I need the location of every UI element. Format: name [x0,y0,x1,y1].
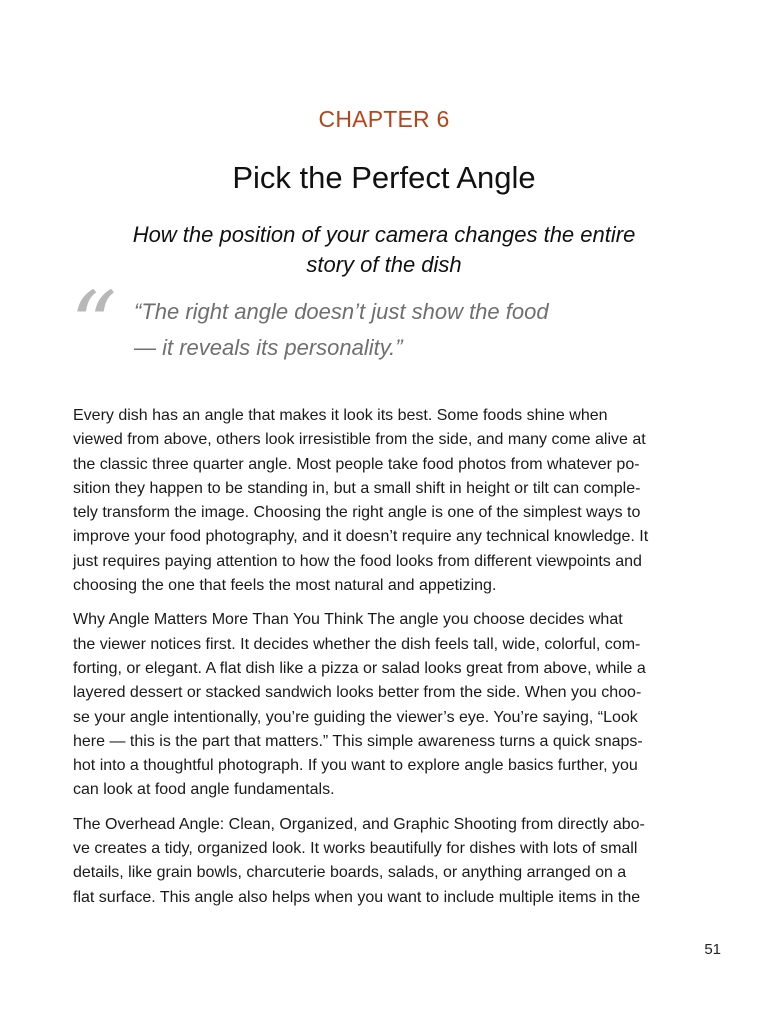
chapter-subtitle: How the position of your camera changes the entire story of the dish [132,222,636,277]
chapter-label: CHAPTER 6 [318,106,450,132]
paragraph: Why Angle Matters More Than You Think The angle you choose decides what the viewer notices first. It decides whether the dish feels tall, wide, colorful, com- forting, or elegant. A flat dish like a pizza or salad looks great from above, while a layered dessert or stacked sandwich looks better from the side. When you choo- se your angle intentionally, you’re guiding the viewer’s eye. You’re saying, “Look here — this is the part that matters.” This simple awareness turns a quick snaps- hot into a thoughtful photograph. If you want to explore angle basics further, you can look at food angle fundamentals. [73,611,646,799]
body-text [73,404,697,920]
page-number: 51 [704,941,721,958]
chapter-title: Pick the Perfect Angle [232,160,536,195]
paragraph: The Overhead Angle: Clean, Organized, and Graphic Shooting from directly abo- ve creates a tidy, organized look. It works beautifully for dishes with lots of small details, like grain bowls, charcuterie boards, salads, or anything arranged on a flat surface. This angle also helps when you want to include multiple items in the [73,815,645,906]
quote-mark-icon: “ [70,272,118,379]
paragraph: Every dish has an angle that makes it look its best. Some foods shine when viewed from above, others look irresistible from the side, and many come alive at the classic three quarter angle. Most people take food photos from whatever po- sition they happen to be standing in, but a small shift in height or tilt can comple- tely transform the image. Choosing the right angle is one of the simplest ways to improve your food photography, and it doesn’t require any technical knowledge. It just requires paying attention to how the food looks from different viewpoints and choosing the one that feels the most natural and appetizing. [73,407,649,595]
pull-quote: “The right angle doesn’t just show the food — it reveals its personality.” [134,299,549,360]
